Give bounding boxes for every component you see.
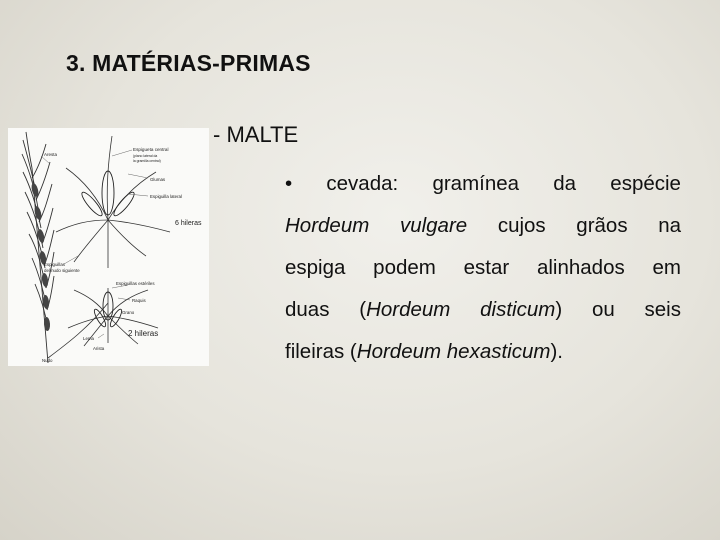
bullet-line-1	[285, 163, 681, 205]
bullet-line-3: espiga podem estar alinhados em	[285, 256, 681, 279]
label-grano: Grano	[122, 310, 135, 315]
barley-diagram	[8, 128, 209, 366]
line-4-b: ) ou seis	[555, 298, 681, 321]
line-4-a: duas (	[285, 298, 367, 321]
label-espiguillas-2: del nudo siguiente	[44, 268, 80, 273]
label-espigueta-central: Espigueta central	[133, 147, 169, 152]
word-2: gramínea	[432, 172, 520, 195]
section-subtitle: - MALTE	[213, 122, 299, 147]
label-dos-hileras: 2 hileras	[128, 329, 159, 338]
word-1: cevada:	[326, 172, 399, 195]
line-5-a: fileiras (	[285, 340, 357, 363]
label-lateral-note-2: la gramilla central)	[133, 159, 161, 163]
slide-title: 3. MATÉRIAS-PRIMAS	[66, 50, 311, 76]
line-5-b: ).	[550, 340, 563, 363]
label-glumas: Glumas	[150, 177, 166, 182]
bullet-paragraph	[285, 163, 681, 373]
disticum-name: Hordeum disticum	[366, 298, 556, 321]
label-arista: Arista	[93, 346, 105, 351]
line-2-rest: cujos grãos na	[467, 214, 682, 237]
hexasticum-name: Hordeum hexasticum	[356, 340, 551, 363]
species-name: Hordeum vulgare	[285, 214, 468, 237]
bullet-symbol: •	[285, 172, 293, 195]
bullet-line-4	[285, 289, 681, 331]
label-espiguilla-lateral: Espiguilla lateral	[150, 194, 182, 199]
label-aresta: Aresta	[44, 152, 58, 157]
word-4: espécie	[610, 172, 681, 195]
label-lateral-note: (plano lateral da	[133, 154, 158, 158]
label-lemma: Lema	[83, 336, 94, 341]
label-raquis: Raquis	[132, 298, 146, 303]
label-nudo: Nudo	[42, 358, 53, 363]
label-espiguillas-estereis: Espiguillas estériles	[116, 281, 155, 286]
word-3: da	[553, 172, 577, 195]
bullet-line-2	[285, 205, 681, 247]
barley-illustration	[8, 128, 209, 366]
label-seis-hileras: 6 hileras	[175, 220, 202, 227]
label-espiguillas: Espiguillas	[44, 262, 65, 267]
bullet-line-5	[285, 331, 681, 373]
